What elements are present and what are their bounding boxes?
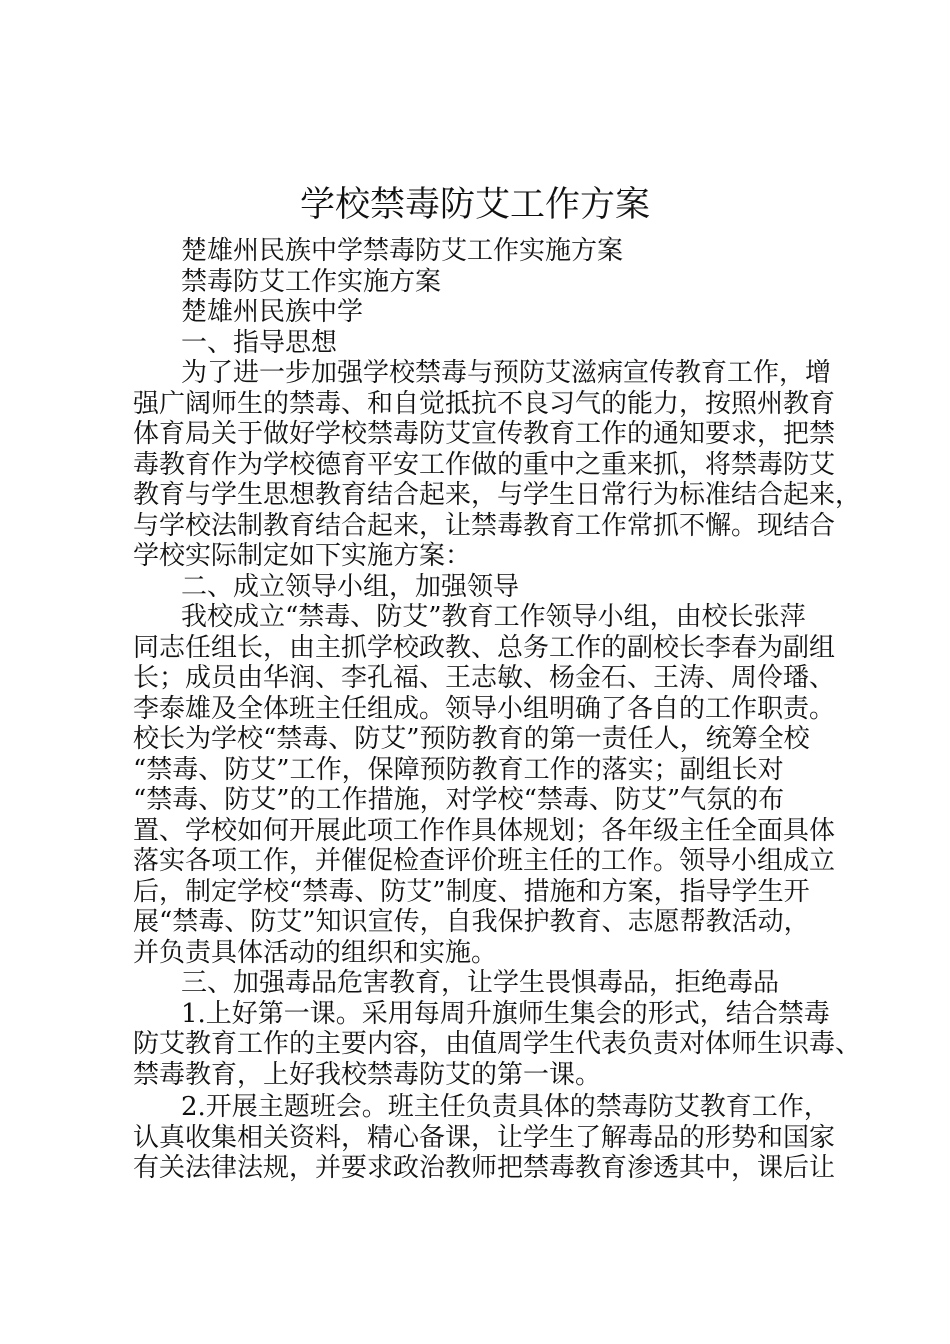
document-body (133, 236, 862, 1184)
text-line: 防艾教育工作的主要内容，由值周学生代表负责对体师生识毒、 (133, 1029, 862, 1059)
text-line: 我校成立“禁毒、防艾”教育工作领导小组，由校长张萍 (181, 602, 806, 632)
text-line: 强广阔师生的禁毒、和自觉抵抗不良习气的能力，按照州教育 (133, 388, 836, 419)
document-title: 学校禁毒防艾工作方案 (299, 185, 650, 225)
text-line: “禁毒、防艾”的工作措施，对学校“禁毒、防艾”气氛的布 (133, 785, 785, 815)
text-line: 二、成立领导小组，加强领导 (181, 571, 520, 602)
text-line: 置、学校如何开展此项工作作具体规划；各年级主任全面具体 (133, 815, 836, 846)
paragraph (133, 572, 853, 603)
paragraph (133, 968, 853, 999)
text-line: 为了进一步加强学校禁毒与预防艾滋病宣传教育工作，增 (181, 358, 832, 388)
paragraph (133, 236, 853, 267)
paragraph (133, 328, 853, 359)
text-line: 学校实际制定如下实施方案： (133, 541, 472, 571)
text-line: “禁毒、防艾”工作，保障预防教育工作的落实；副组长对 (133, 754, 784, 785)
text-line: 体育局关于做好学校禁毒防艾宣传教育工作的通知要求，把禁 (133, 419, 836, 449)
text-line: 李泰雄及全体班主任组成。领导小组明确了各自的工作职责。 (133, 693, 836, 724)
text-line: 认真收集相关资料，精心备课，让学生了解毒品的形势和国家 (133, 1122, 836, 1153)
paragraph (133, 358, 862, 572)
text-line: 并负责具体活动的组织和实施。 (133, 937, 498, 968)
text-line: 长；成员由华润、李孔福、王志敏、杨金石、王涛、周伶璠、 (133, 663, 836, 693)
text-line: 毒教育作为学校德育平安工作做的重中之重来抓，将禁毒防艾 (133, 449, 836, 480)
paragraph (133, 602, 853, 968)
text-line: 展“禁毒、防艾”知识宣传，自我保护教育、志愿帮教活动， (133, 907, 810, 937)
paragraph (133, 1092, 853, 1184)
text-line: 后，制定学校“禁毒、防艾”制度、措施和方案，指导学生开 (133, 876, 810, 907)
text-line: 教育与学生思想教育结合起来，与学生日常行为标准结合起来， (133, 480, 862, 510)
paragraph (133, 297, 853, 328)
text-line: 有关法律法规，并要求政治教师把禁毒教育渗透其中，课后让 (133, 1153, 836, 1183)
text-line: 禁毒教育，上好我校禁毒防艾的第一课。 (133, 1059, 602, 1090)
text-line: 落实各项工作，并催促检查评价班主任的工作。领导小组成立 (133, 846, 836, 876)
text-line: 同志任组长，由主抓学校政教、总务工作的副校长李春为副组 (133, 632, 836, 663)
text-line: 1.上好第一课。采用每周升旗师生集会的形式，结合禁毒 (181, 998, 830, 1029)
text-line: 校长为学校“禁毒、防艾”预防教育的第一责任人，统筹全校 (133, 724, 810, 754)
text-line: 一、指导思想 (181, 327, 338, 358)
text-line: 2.开展主题班会。班主任负责具体的禁毒防艾教育工作， (181, 1092, 830, 1122)
text-line: 楚雄州民族中学禁毒防艾工作实施方案 (181, 236, 624, 266)
text-line: 禁毒防艾工作实施方案 (181, 266, 442, 297)
text-line: 楚雄州民族中学 (181, 297, 364, 327)
text-line: 与学校法制教育结合起来，让禁毒教育工作常抓不懈。现结合 (133, 510, 836, 541)
paragraph (133, 998, 862, 1091)
paragraph (133, 267, 853, 298)
text-line: 三、加强毒品危害教育，让学生畏惧毒品，拒绝毒品 (181, 968, 780, 998)
